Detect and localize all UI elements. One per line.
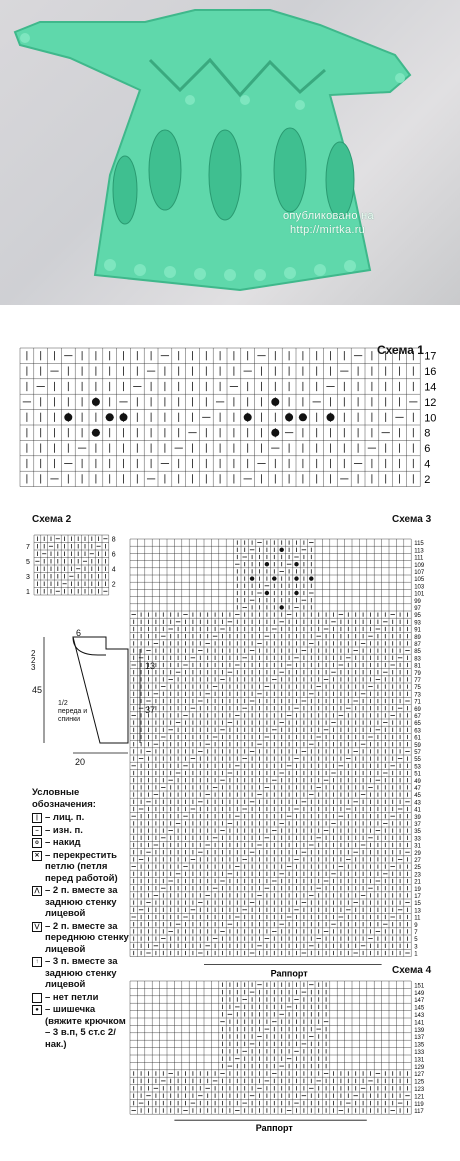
scheme3-row-number: 13 (414, 908, 421, 915)
scheme3-row-number: 107 (414, 570, 425, 576)
legend-item (32, 885, 132, 920)
legend-item (32, 837, 132, 849)
scheme3-row-number: 9 (414, 922, 418, 929)
scheme3-row-number: 91 (414, 627, 421, 634)
scheme3-row-number: 79 (414, 670, 421, 677)
scheme1-row-number: 16 (424, 366, 437, 379)
scheme4-cells (130, 981, 411, 1114)
scheme3-row-number: 53 (414, 764, 421, 771)
scheme3-row-number: 69 (414, 706, 421, 713)
scheme3-row-number: 73 (414, 692, 421, 699)
pattern-mark-3: 3 (31, 663, 36, 672)
scheme4-title: Схема 4 (392, 965, 432, 976)
scheme3-row-number: 105 (414, 577, 425, 584)
pattern-height-right-top: 13 (145, 661, 156, 671)
bobble-symbol (327, 413, 335, 421)
scheme3-row-number: 67 (414, 714, 421, 720)
scheme4-row-number: 139 (414, 1027, 425, 1034)
scheme3-row-number: 33 (414, 836, 421, 843)
pattern-height-left: 45 (32, 685, 43, 695)
bobble-symbol (92, 429, 100, 437)
scheme1-row-number: 8 (424, 427, 431, 440)
scheme3-row-number: 75 (414, 685, 421, 692)
scheme1-row-number: 6 (424, 443, 431, 456)
scheme1-row-number: 12 (424, 396, 437, 409)
legend-text: – накид (45, 837, 81, 848)
scheme3-row-number: 11 (414, 915, 421, 922)
legend-item (32, 825, 132, 837)
legend-symbol-icon: ● (32, 1005, 42, 1015)
scheme1-row-number: 10 (424, 412, 437, 425)
scheme4-row-number: 151 (414, 983, 425, 990)
legend-text: – 3 п. вместе за заднюю стенку лицевой (45, 956, 118, 990)
pattern-mark-1: 2 (31, 649, 36, 658)
scheme1-row-number: 4 (424, 458, 431, 471)
scheme3-row-number: 21 (414, 879, 421, 886)
scheme4-row-number: 117 (414, 1109, 424, 1116)
pattern-piece-label: 1/2 переда и спинки (58, 700, 88, 723)
watermark-line1: опубликовано на (283, 210, 374, 222)
scheme4-row-number: 129 (414, 1064, 425, 1071)
scheme3-row-number: 31 (414, 843, 421, 850)
scheme4-row-number: 121 (414, 1094, 425, 1101)
scheme3-row-number: 23 (414, 872, 421, 879)
bobble-symbol (285, 413, 293, 421)
scheme4-row-number: 119 (414, 1101, 424, 1108)
scheme3-row-number: 1 (414, 951, 418, 958)
neck-curve (73, 637, 106, 655)
bobble-symbol (120, 413, 128, 421)
scheme3-row-number: 27 (414, 858, 421, 864)
legend-text: – лиц. п. (45, 812, 85, 823)
scheme4-repeat-label: Раппорт (255, 1123, 293, 1134)
legend-symbol-icon: ⋀ (32, 886, 42, 896)
legend-item (32, 850, 132, 885)
bobble-symbol (294, 591, 298, 595)
bobble-symbol (265, 562, 269, 566)
legend-symbol-icon (32, 993, 42, 1003)
scheme4-row-number: 135 (414, 1042, 425, 1049)
scheme3-row-number: 47 (414, 786, 421, 792)
scheme3-cells (130, 539, 411, 957)
scheme2-row-number-right: 4 (111, 566, 116, 574)
scheme3-row-number: 25 (414, 865, 421, 872)
scheme3-row-number: 97 (414, 606, 421, 612)
bobble-symbol (280, 605, 284, 609)
scheme3-row-number: 57 (414, 750, 421, 756)
scheme3-row-number: 3 (414, 944, 418, 951)
scheme2-title: Схема 2 (32, 514, 72, 525)
watermark-line2[interactable]: http://mirtka.ru (290, 224, 366, 236)
legend-symbol-icon: – (32, 826, 42, 836)
scheme2-row-number-left: 1 (26, 589, 30, 596)
legend-item (32, 1004, 132, 1050)
scheme3-row-number: 115 (414, 541, 424, 548)
legend-symbol-icon: ↑ (32, 957, 42, 967)
legend-symbol-icon: | (32, 813, 42, 823)
bobble-symbol (250, 576, 254, 580)
legend-items (32, 812, 132, 1050)
legend-item (32, 956, 132, 991)
bobble-symbol (271, 398, 279, 406)
scheme2-row-number-left: 7 (26, 544, 30, 551)
scheme3-row-number: 77 (414, 678, 421, 684)
scheme3-row-number: 17 (414, 894, 421, 900)
legend-text: – нет петли (45, 991, 99, 1003)
scheme4-grid (128, 977, 458, 1137)
scheme1-title: Схема 1 (377, 343, 424, 357)
bobble-symbol (294, 576, 298, 580)
scheme4-row-number: 137 (414, 1035, 425, 1042)
scheme3-row-number: 93 (414, 620, 421, 627)
scheme3-row-number: 87 (414, 642, 421, 648)
scheme3-row-number: 51 (414, 771, 421, 778)
legend-symbol-icon: ⋁ (32, 922, 42, 932)
scheme3-row-number: 71 (414, 699, 421, 706)
scheme4-row-number: 143 (414, 1013, 425, 1019)
dress-illustration (0, 0, 460, 305)
legend-text: – шишечка (вяжите крючком – 3 в.п, 5 ст.с 2/нак.) (45, 1004, 126, 1050)
bobble-symbol (280, 548, 284, 552)
scheme4-row-number: 127 (414, 1072, 425, 1079)
scheme4-row-number: 147 (414, 998, 425, 1005)
bobble-symbol (271, 429, 279, 437)
scheme3-row-number: 63 (414, 728, 421, 735)
dress-photo (0, 0, 460, 305)
scheme3-row-number: 59 (414, 742, 421, 749)
scheme2-row-number-left: 5 (26, 559, 30, 566)
scheme3-row-number: 103 (414, 584, 425, 591)
scheme3-title: Схема 3 (392, 514, 432, 525)
bobble-symbol (106, 413, 114, 421)
legend-text: – 2 п. вместе за переднюю стенку лицевой (45, 920, 129, 955)
scheme3-row-number: 113 (414, 548, 424, 555)
scheme3-row-number: 95 (414, 613, 421, 620)
scheme4-row-number: 125 (414, 1079, 425, 1086)
scheme1-grid (0, 340, 460, 540)
scheme3-row-number: 109 (414, 562, 425, 569)
pattern-bottom-width: 20 (75, 757, 86, 767)
scheme3-row-number: 85 (414, 649, 421, 656)
legend-text: – изн. п. (45, 824, 83, 836)
legend-item (32, 812, 132, 824)
scheme3-row-number: 65 (414, 721, 421, 728)
bobble-symbol (309, 576, 313, 580)
scheme3-row-number: 43 (414, 800, 421, 807)
scheme3-row-number: 35 (414, 829, 421, 836)
scheme3-row-number: 81 (414, 663, 421, 670)
scheme3-row-number: 15 (414, 901, 421, 908)
legend-title: Условные обозначения: (32, 787, 96, 810)
legend-item (32, 921, 132, 956)
legend-item (32, 992, 132, 1004)
scheme3-row-number: 7 (414, 930, 418, 936)
scheme3-row-number: 101 (414, 591, 425, 598)
legend-symbol-icon: ✕ (32, 851, 42, 861)
scheme2-row-number-right: 2 (111, 581, 116, 589)
scheme3-row-number: 99 (414, 598, 421, 605)
pattern-mark-2: 2 (31, 656, 36, 665)
pattern-top-width: 6 (76, 628, 82, 638)
bobble-symbol (244, 413, 252, 421)
scheme3-row-number: 41 (414, 807, 421, 814)
scheme3-row-number: 19 (414, 886, 421, 893)
scheme3-row-number: 45 (414, 793, 421, 800)
scheme2-row-number-right: 8 (111, 536, 116, 544)
pattern-outline (73, 637, 128, 743)
scheme3-row-number: 55 (414, 757, 421, 764)
bobble-symbol (294, 562, 298, 566)
scheme1-stitches (23, 351, 418, 483)
scheme1-row-number: 14 (424, 381, 437, 394)
legend-text: – 2 п. вместе за заднюю стенку лицевой (45, 885, 118, 919)
bobble-symbol (64, 413, 72, 421)
scheme3-row-number: 39 (414, 814, 421, 821)
scheme1-row-number: 2 (424, 473, 431, 486)
scheme3-row-number: 89 (414, 634, 421, 641)
bobble-symbol (92, 398, 100, 406)
scheme3-row-number: 5 (414, 937, 418, 944)
scheme4-row-number: 123 (414, 1087, 425, 1093)
scheme4-row-number: 149 (414, 990, 425, 997)
legend (32, 787, 132, 1051)
scheme3-row-number: 83 (414, 656, 421, 663)
scheme3-row-number: 61 (414, 735, 421, 742)
scheme4-row-number: 141 (414, 1020, 425, 1027)
bobble-symbol (299, 413, 307, 421)
scheme3-row-number: 49 (414, 778, 421, 785)
scheme3-repeat-label: Раппорт (270, 968, 308, 979)
scheme3-grid (128, 535, 458, 985)
pattern-height-right: 37 (145, 705, 156, 715)
legend-symbol-icon: o (32, 838, 42, 848)
bobble-symbol (265, 591, 269, 595)
scheme3-row-number: 37 (414, 822, 421, 828)
scheme4-row-number: 133 (414, 1050, 425, 1056)
scheme2-row-number-right: 6 (111, 551, 116, 559)
scheme4-row-number: 131 (414, 1057, 425, 1064)
scheme2-row-number-left: 3 (26, 574, 30, 581)
scheme3-row-number: 29 (414, 850, 421, 857)
scheme3-row-number: 111 (414, 555, 424, 562)
bobble-symbol (272, 576, 276, 580)
scheme1-row-number: 17 (424, 350, 437, 363)
scheme4-row-number: 145 (414, 1005, 425, 1012)
legend-text: – перекрестить петлю (петля перед работой) (45, 849, 118, 884)
